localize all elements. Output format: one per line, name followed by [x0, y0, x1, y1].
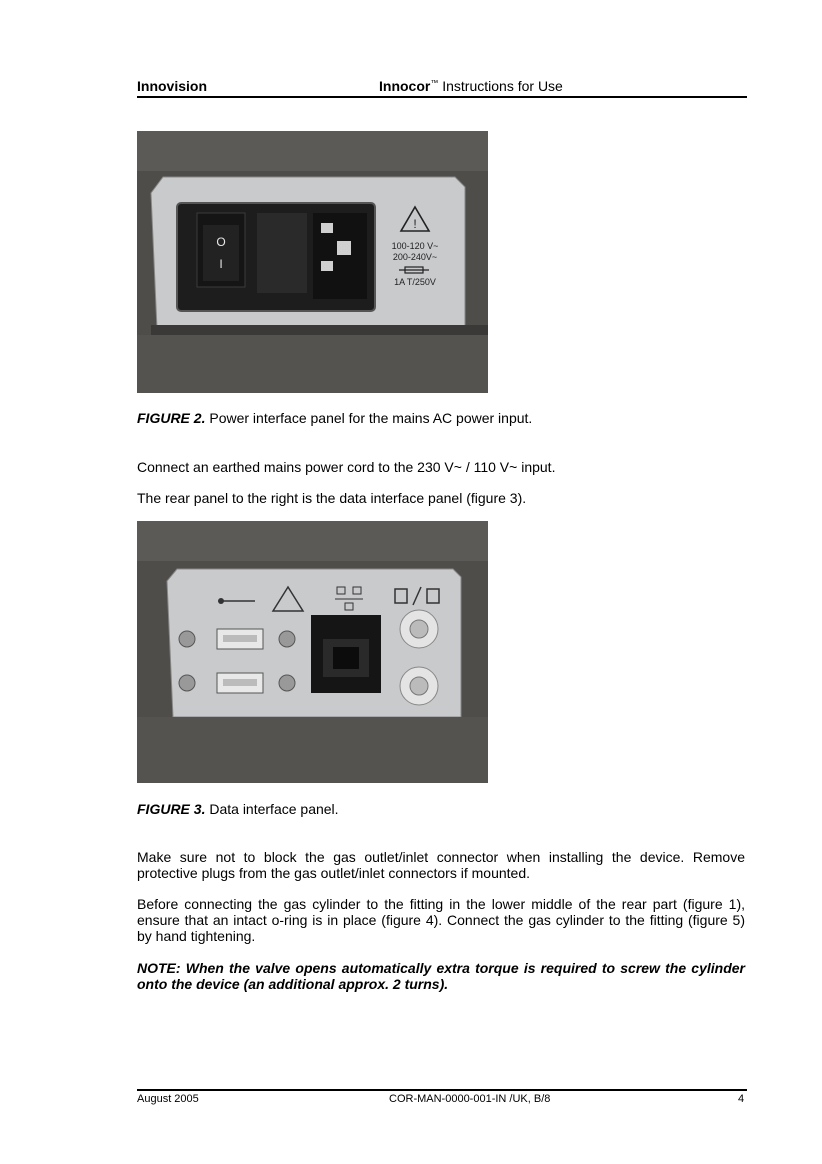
voltage-label-1: 100-120 V~ — [391, 241, 439, 251]
footer-doc-id: COR-MAN-0000-001-IN /UK, B/8 — [389, 1093, 551, 1105]
footer-rule — [137, 1089, 747, 1091]
figure-3-label: FIGURE 3. — [137, 801, 206, 817]
switch-on-label: O — [216, 235, 226, 249]
paragraph-data-panel: The rear panel to the right is the data interface panel (figure 3). — [137, 490, 527, 506]
trademark-mark: ™ — [430, 78, 439, 88]
fuse-label: 1A T/250V — [394, 277, 436, 287]
header-rule — [137, 96, 747, 98]
svg-text:!: ! — [413, 217, 417, 231]
figure-3-photo — [137, 521, 488, 783]
header-product: Innocor — [379, 78, 431, 94]
paragraph-gas-cylinder: Before connecting the gas cylinder to the fitting in the lower middle of the rear part (figure 1), ensure that an intact o-ring is in place (figure 4). Connect the gas cylinder to the fitting (figure 5) by hand tightening. — [137, 896, 745, 944]
header-title — [379, 78, 563, 94]
voltage-label-2: 200-240V~ — [392, 252, 438, 262]
header-company: Innovision — [137, 78, 207, 94]
figure-2-caption — [137, 410, 532, 426]
header-doc-title: Instructions for Use — [442, 78, 563, 94]
figure-3-caption-text: Data interface panel. — [209, 801, 339, 817]
footer-page-number: 4 — [738, 1093, 745, 1105]
figure-2-photo — [137, 131, 488, 393]
paragraph-gas-outlet: Make sure not to block the gas outlet/inlet connector when installing the device. Remove protective plugs from the gas outlet/inlet connectors if mounted. — [137, 849, 745, 881]
figure-3-caption — [137, 801, 339, 817]
switch-off-label: I — [219, 257, 223, 271]
note-paragraph: NOTE: When the valve opens automatically extra torque is required to screw the cylinder onto the device (an additional approx. 2 turns). — [137, 960, 745, 992]
figure-2-caption-text: Power interface panel for the mains AC power input. — [209, 410, 533, 426]
footer-date: August 2005 — [137, 1093, 199, 1105]
figure-2-label: FIGURE 2. — [137, 410, 206, 426]
paragraph-power-cord: Connect an earthed mains power cord to the 230 V~ / 110 V~ input. — [137, 459, 556, 475]
